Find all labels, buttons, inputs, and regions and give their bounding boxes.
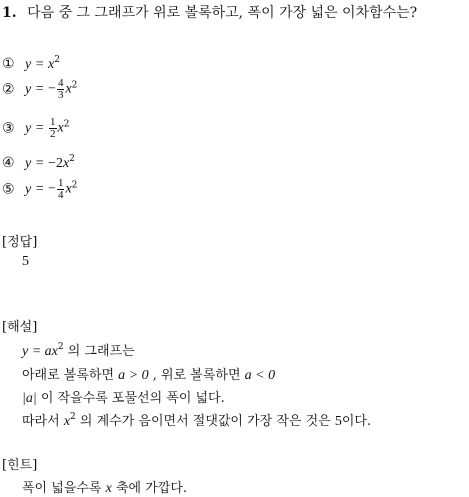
choice-marker: ③ — [2, 120, 15, 137]
fraction: $\frac{1}{2}$ — [50, 116, 56, 140]
hint-label: [힌트] — [2, 458, 38, 473]
choice-marker: ④ — [2, 155, 15, 171]
choice-1[interactable]: ① $y = x^2$ — [2, 55, 60, 72]
question-text: 다음 중 그 그래프가 위로 볼록하고, 폭이 가장 넓은 이차함수는? — [27, 5, 418, 21]
choice-2[interactable]: ② y = − $\frac{4}{3}$ $x^2$ — [2, 77, 78, 101]
answer-label: [정답] — [2, 235, 38, 250]
choice-3[interactable]: ③ y = $\frac{1}{2}$ $x^2$ — [2, 116, 70, 140]
choice-5[interactable]: ⑤ y = − $\frac{1}{4}$ $x^2$ — [2, 177, 78, 201]
fraction: $\frac{1}{4}$ — [57, 177, 64, 201]
explanation-line-2: 아래로 볼록하면 a > 0 , 위로 볼록하면 a < 0 — [22, 368, 276, 383]
question — [2, 2, 417, 22]
choice-marker: ⑤ — [2, 181, 15, 198]
answer-value: 5 — [22, 254, 29, 269]
hint-text: 폭이 넓을수록 x 축에 가깝다. — [22, 481, 188, 496]
choice-4[interactable]: ④ $y = -2x^2$ — [2, 154, 75, 171]
explanation-line-3: |a| 이 작을수록 포물선의 폭이 넓다. — [22, 391, 225, 406]
choice-marker: ① — [2, 56, 15, 72]
explanation-line-4: 따라서 $x^2$ 의 계수가 음이면서 절댓값이 가장 작은 것은 5이다. — [22, 412, 372, 429]
explanation-line-1: $y = ax^2$ 의 그래프는 — [22, 342, 135, 359]
choice-marker: ② — [2, 81, 15, 98]
fraction: $\frac{4}{3}$ — [57, 77, 64, 101]
explanation-label: [해설] — [2, 320, 38, 335]
question-number: 1. — [2, 5, 17, 21]
